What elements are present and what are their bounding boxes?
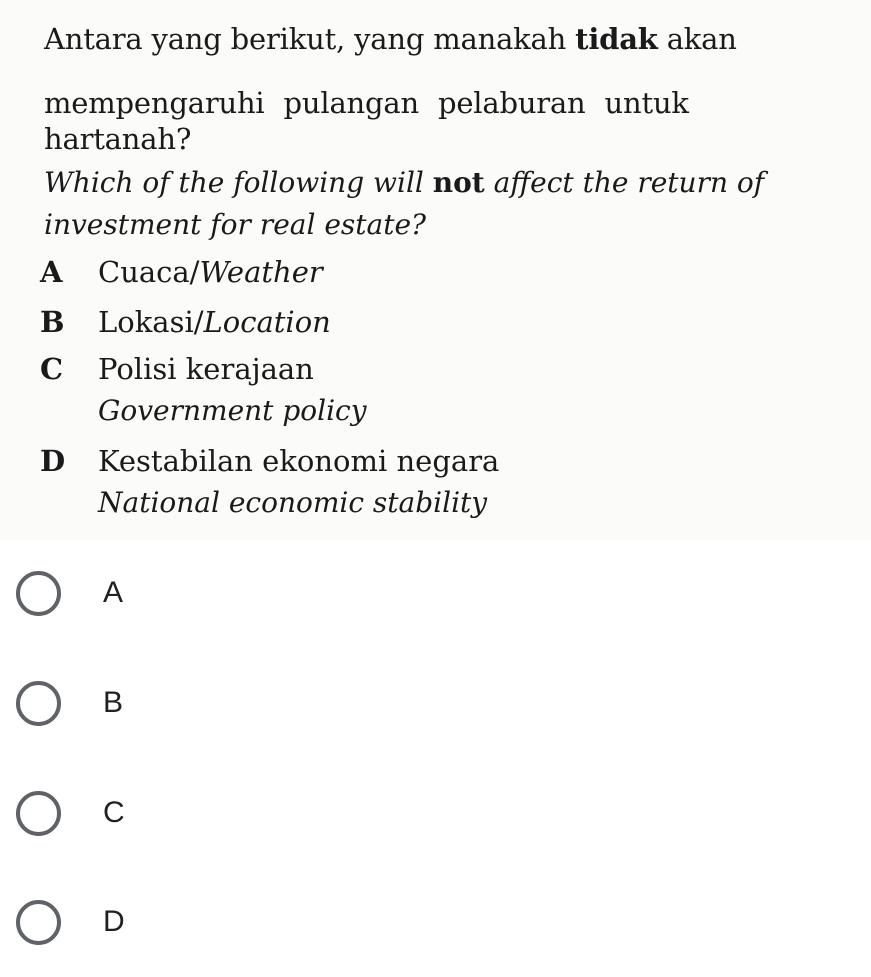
option-b-english: Location xyxy=(203,305,331,339)
question-malay-line-2: mempengaruhi pulangan pelaburan untuk xyxy=(44,86,689,120)
choice-b[interactable] xyxy=(16,673,416,733)
choice-c[interactable] xyxy=(16,783,416,843)
choice-d[interactable] xyxy=(16,892,416,952)
option-text-b xyxy=(98,305,331,339)
option-a-english: Weather xyxy=(199,255,323,289)
choice-a[interactable] xyxy=(16,563,416,623)
choice-label-c[interactable]: C xyxy=(103,796,125,829)
question-malay-emphasis: tidak xyxy=(575,22,658,56)
question-english-emphasis: not xyxy=(432,166,485,199)
question-english-text: Which of the following will xyxy=(44,166,433,199)
option-d-english: National economic stability xyxy=(98,486,488,519)
question-english-text-end: affect the return of xyxy=(484,166,765,199)
option-letter-d: D xyxy=(40,444,66,478)
option-c-malay: Polisi kerajaan xyxy=(98,352,314,386)
option-letter-a: A xyxy=(40,255,63,289)
question-malay-line-3: hartanah? xyxy=(44,122,192,156)
radio-button-d[interactable] xyxy=(16,900,61,945)
question-malay-text-end: akan xyxy=(657,22,737,56)
radio-button-b[interactable] xyxy=(16,681,61,726)
option-text-a xyxy=(98,255,323,289)
option-letter-b: B xyxy=(40,305,65,339)
option-a-malay: Cuaca/ xyxy=(98,255,200,289)
question-english-line-2: investment for real estate? xyxy=(44,208,427,241)
radio-button-c[interactable] xyxy=(16,791,61,836)
choice-label-d[interactable]: D xyxy=(103,905,125,938)
option-b-malay: Lokasi/ xyxy=(98,305,204,339)
choice-label-b[interactable]: B xyxy=(103,686,124,719)
radio-button-a[interactable] xyxy=(16,571,61,616)
question-malay-text: Antara yang berikut, yang manakah xyxy=(44,22,576,56)
option-letter-c: C xyxy=(40,352,64,386)
option-d-malay: Kestabilan ekonomi negara xyxy=(98,444,500,478)
option-c-english: Government policy xyxy=(98,394,367,427)
question-english-line-1 xyxy=(44,166,764,199)
question-malay-line-1 xyxy=(44,22,737,56)
choice-label-a[interactable]: A xyxy=(103,576,124,609)
